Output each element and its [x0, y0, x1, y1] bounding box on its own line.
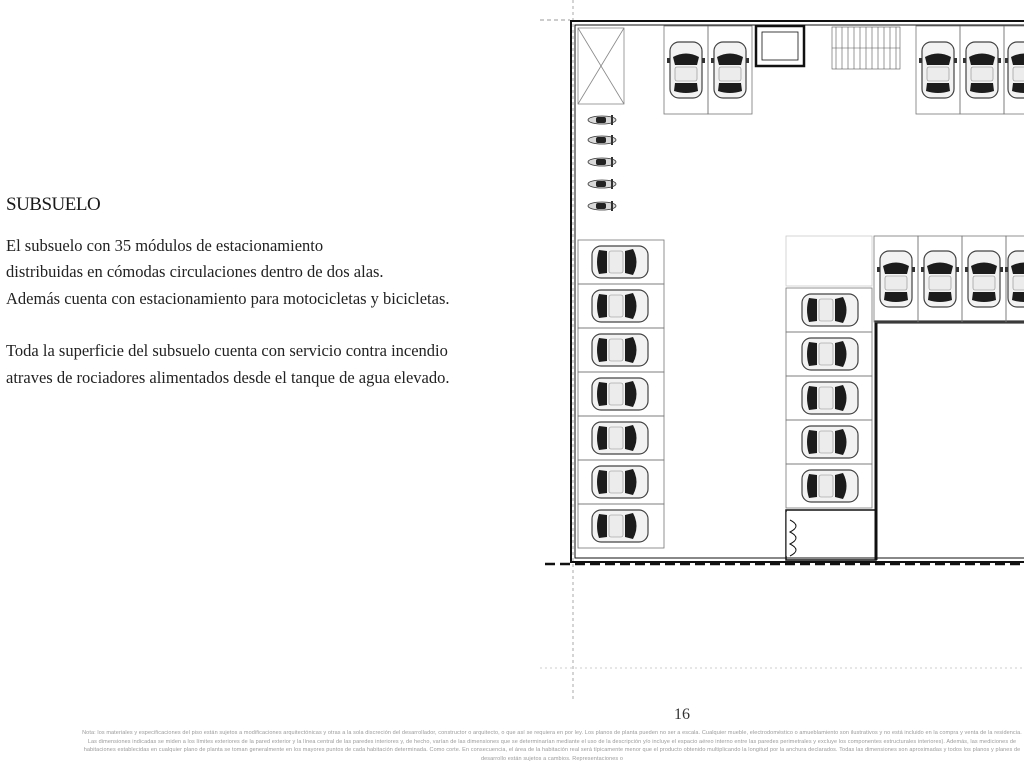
- legal-disclaimer: Nota: los materiales y especificaciones del piso están sujetos a modificaciones arquitectónicas y otras a la sola discreción del desarrollador, constructor o arquitecto, o que así se requiera en por ley. Los planos de planta pueden no ser a escala. Cualquier mueble, electrodoméstico o amueblamiento son ilustrativos y no está incluido en la compra y venta de la residencia. Las dimensiones indicadas se miden a los límites exteriores de la pared exterior y la línea central de las paredes interiores y, de hecho, varían de las dimensiones que se determinarían mediante el uso de la descripción y/o incluye el espacio aéreo interno entre las paredes perimetrales y excluye los componentes estructurales interiores). Además, las mediciones de habitaciones establecidas en cualquier plano de planta se toman generalmente en los mayores puntos de cada habitación determinada. Como corte. En consecuencia, el área de la habitación real será típicamente menor que el producto obtenido multiplicando la longitud por la anchura declarados. Todas las dimensiones son aproximadas y todos los planos y planes de desarrollo están sujetos a cambios. Representaciones o: [82, 730, 1022, 762]
- basement-floor-plan: [540, 0, 1024, 700]
- paragraph-fire-protection: Toda la superficie del subsuelo cuenta con servicio contra incendio atraves de rociadores alimentados desde el tanque de agua elevado.: [6, 341, 450, 387]
- section-description: [6, 233, 526, 417]
- page-number: 16: [674, 706, 690, 723]
- paragraph-parking-modules: El subsuelo con 35 módulos de estacionamiento distribuidas en cómodas circulaciones dentro de dos alas. Además cuenta con estacionamiento para motocicletas y bicicletas.: [6, 236, 450, 308]
- section-title: SUBSUELO: [6, 194, 101, 215]
